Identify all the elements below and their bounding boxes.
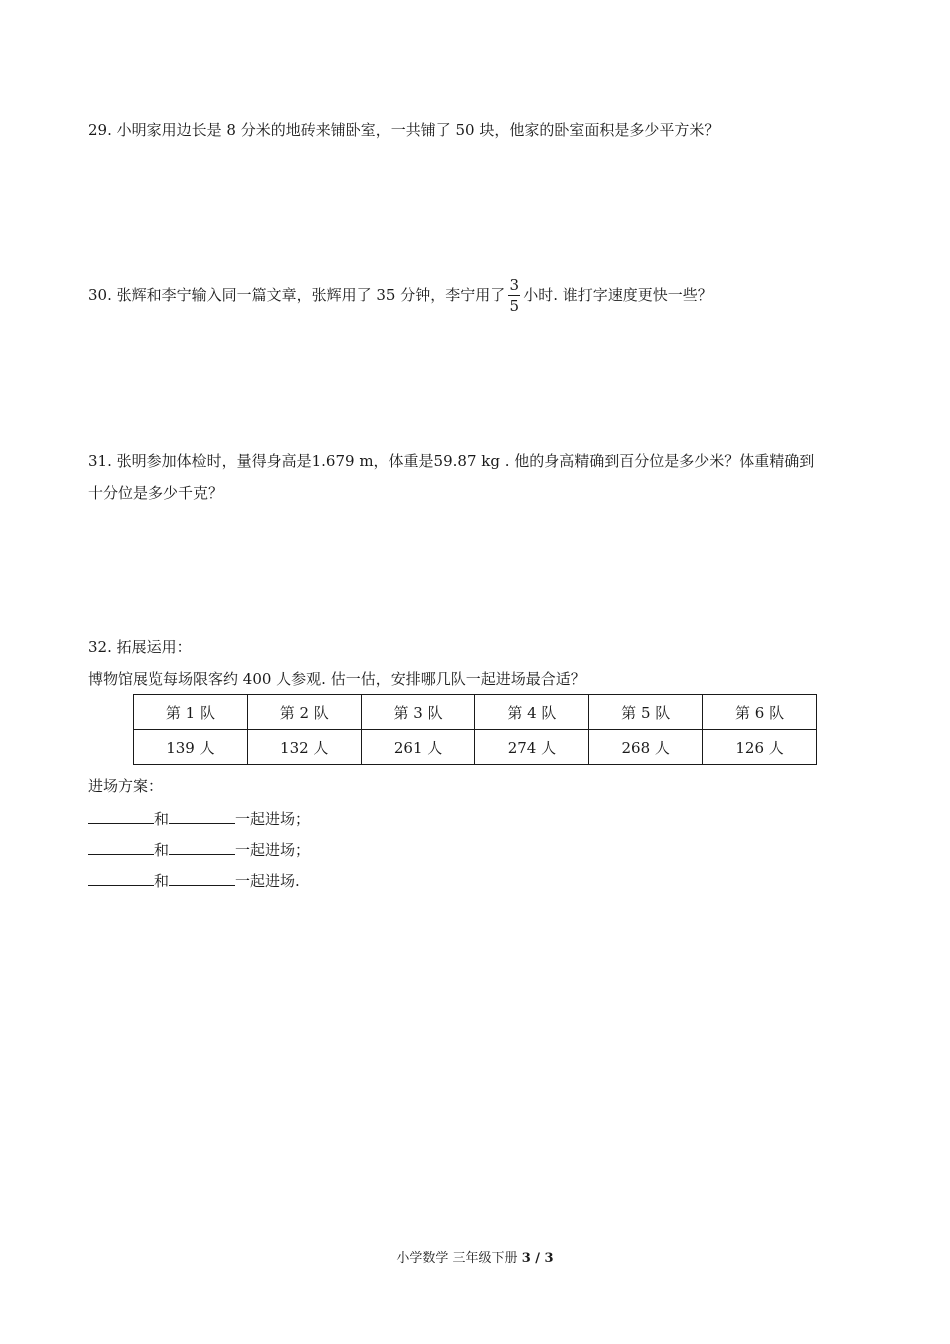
plan-line-3 xyxy=(88,869,300,891)
team-header-row xyxy=(134,695,817,730)
plan-title: 进场方案： xyxy=(88,777,164,795)
plan-and: 和 xyxy=(154,841,170,859)
team-count-row xyxy=(134,730,817,765)
answer-blank[interactable] xyxy=(169,807,235,824)
fraction-numerator: 3 xyxy=(509,276,520,294)
count-cell: 268 人 xyxy=(589,730,703,765)
plan-line-1 xyxy=(88,807,310,829)
plan-line-2 xyxy=(88,838,310,860)
count-cell: 274 人 xyxy=(475,730,589,765)
question-32-title: 32. 拓展运用： xyxy=(88,638,192,656)
answer-blank[interactable] xyxy=(88,807,154,824)
count-cell: 139 人 xyxy=(134,730,248,765)
team-cell: 第 4 队 xyxy=(475,695,589,730)
question-31-line-1: 31. 张明参加体检时，量得身高是1.679 m，体重是59.87 kg . 他的身高精确到百分位是多少米？体重精确到 xyxy=(88,452,815,470)
page-footer xyxy=(0,1247,950,1266)
team-cell: 第 6 队 xyxy=(703,695,817,730)
team-table xyxy=(133,694,817,765)
question-32-prompt: 博物馆展览每场限客约 400 人参观. 估一估，安排哪几队一起进场最合适？ xyxy=(88,670,586,688)
fraction-three-fifths xyxy=(508,276,520,316)
team-cell: 第 3 队 xyxy=(361,695,475,730)
question-31-line-2: 十分位是多少千克？ xyxy=(88,484,224,502)
team-cell: 第 1 队 xyxy=(134,695,248,730)
fraction-denominator: 5 xyxy=(509,297,520,315)
plan-and: 和 xyxy=(154,810,170,828)
plan-end: 一起进场； xyxy=(235,810,311,828)
question-29: 29. 小明家用边长是 8 分米的地砖来铺卧室，一共铺了 50 块，他家的卧室面积是多少平方米？ xyxy=(88,121,720,139)
footer-subject: 小学数学 三年级下册 xyxy=(396,1251,522,1266)
fraction-bar xyxy=(508,295,520,296)
plan-and: 和 xyxy=(154,872,170,890)
count-cell: 126 人 xyxy=(703,730,817,765)
question-30-text-before: 30. 张辉和李宁输入同一篇文章，张辉用了 35 分钟，李宁用了 xyxy=(88,286,506,304)
question-30-text-after: 小时. 谁打字速度更快一些？ xyxy=(523,286,713,304)
count-cell: 132 人 xyxy=(247,730,361,765)
count-cell: 261 人 xyxy=(361,730,475,765)
answer-blank[interactable] xyxy=(88,869,154,886)
answer-blank[interactable] xyxy=(169,869,235,886)
answer-blank[interactable] xyxy=(88,838,154,855)
team-cell: 第 2 队 xyxy=(247,695,361,730)
question-30 xyxy=(88,276,713,316)
page-number: 3 / 3 xyxy=(521,1251,554,1266)
plan-end: 一起进场. xyxy=(235,872,300,890)
answer-blank[interactable] xyxy=(169,838,235,855)
team-cell: 第 5 队 xyxy=(589,695,703,730)
plan-end: 一起进场； xyxy=(235,841,311,859)
